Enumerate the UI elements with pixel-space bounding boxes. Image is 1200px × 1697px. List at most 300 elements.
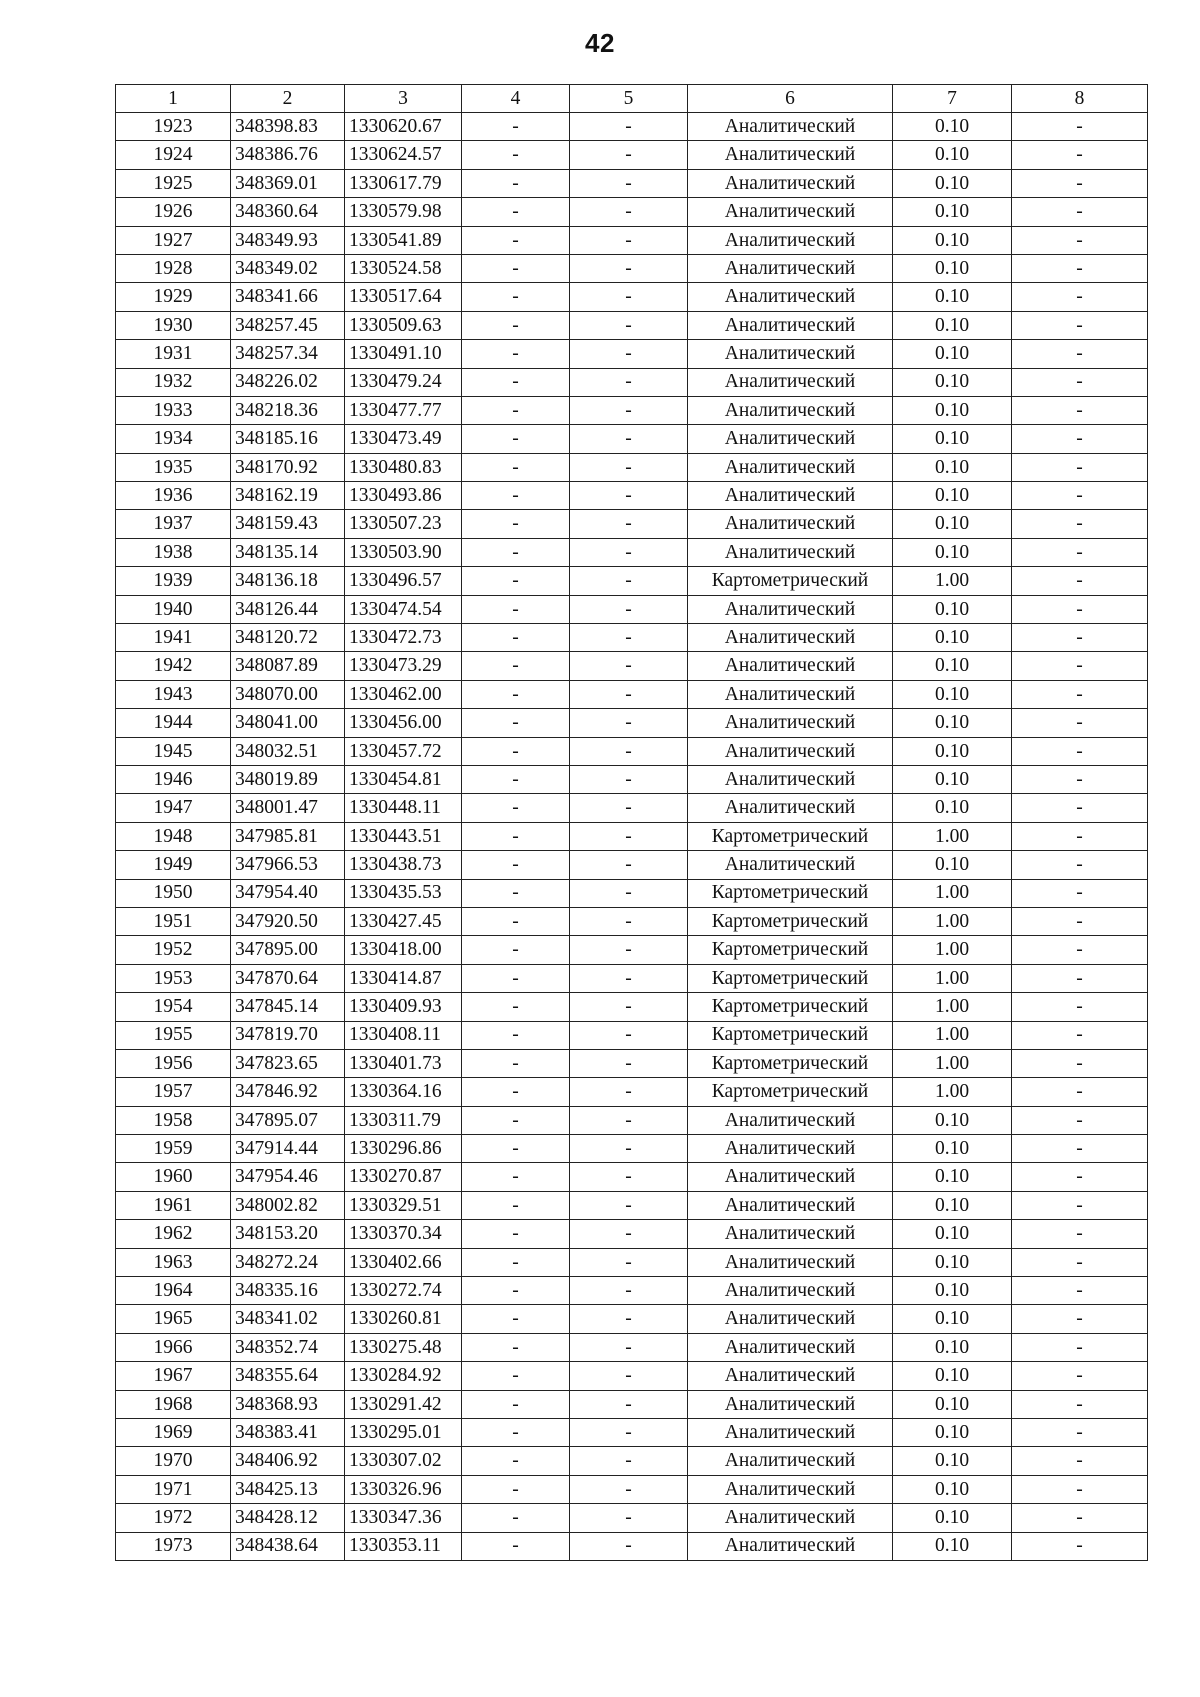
- table-row: [116, 1248, 1148, 1276]
- method-cell: Аналитический: [688, 1277, 893, 1305]
- column-4-cell: -: [462, 482, 570, 510]
- accuracy-cell: 0.10: [893, 141, 1012, 169]
- column-8-cell: -: [1012, 1163, 1148, 1191]
- x-coordinate-cell: 348352.74: [231, 1333, 345, 1361]
- column-5-cell: -: [570, 425, 688, 453]
- point-number-cell: 1938: [116, 538, 231, 566]
- x-coordinate-cell: 348355.64: [231, 1362, 345, 1390]
- column-4-cell: -: [462, 1163, 570, 1191]
- point-number-cell: 1972: [116, 1504, 231, 1532]
- accuracy-cell: 1.00: [893, 993, 1012, 1021]
- header-cell-5: 5: [570, 85, 688, 113]
- accuracy-cell: 0.10: [893, 737, 1012, 765]
- method-cell: Аналитический: [688, 1220, 893, 1248]
- method-cell: Аналитический: [688, 737, 893, 765]
- column-5-cell: -: [570, 482, 688, 510]
- point-number-cell: 1973: [116, 1532, 231, 1560]
- column-8-cell: -: [1012, 368, 1148, 396]
- point-number-cell: 1937: [116, 510, 231, 538]
- y-coordinate-cell: 1330443.51: [345, 822, 462, 850]
- y-coordinate-cell: 1330295.01: [345, 1418, 462, 1446]
- x-coordinate-cell: 347846.92: [231, 1078, 345, 1106]
- y-coordinate-cell: 1330272.74: [345, 1277, 462, 1305]
- accuracy-cell: 0.10: [893, 254, 1012, 282]
- point-number-cell: 1956: [116, 1049, 231, 1077]
- method-cell: Аналитический: [688, 198, 893, 226]
- table-row: [116, 368, 1148, 396]
- column-8-cell: -: [1012, 510, 1148, 538]
- column-5-cell: -: [570, 1333, 688, 1361]
- table-row: [116, 1333, 1148, 1361]
- method-cell: Картометрический: [688, 993, 893, 1021]
- point-number-cell: 1926: [116, 198, 231, 226]
- point-number-cell: 1952: [116, 936, 231, 964]
- column-8-cell: -: [1012, 1390, 1148, 1418]
- y-coordinate-cell: 1330480.83: [345, 453, 462, 481]
- x-coordinate-cell: 347823.65: [231, 1049, 345, 1077]
- x-coordinate-cell: 348087.89: [231, 652, 345, 680]
- y-coordinate-cell: 1330353.11: [345, 1532, 462, 1560]
- column-4-cell: -: [462, 538, 570, 566]
- accuracy-cell: 0.10: [893, 226, 1012, 254]
- table-row: [116, 1362, 1148, 1390]
- x-coordinate-cell: 348120.72: [231, 624, 345, 652]
- point-number-cell: 1958: [116, 1106, 231, 1134]
- accuracy-cell: 0.10: [893, 1277, 1012, 1305]
- accuracy-cell: 1.00: [893, 567, 1012, 595]
- method-cell: Аналитический: [688, 538, 893, 566]
- table-row: [116, 936, 1148, 964]
- column-4-cell: -: [462, 936, 570, 964]
- column-8-cell: -: [1012, 765, 1148, 793]
- table-row: [116, 624, 1148, 652]
- point-number-cell: 1971: [116, 1475, 231, 1503]
- header-cell-8: 8: [1012, 85, 1148, 113]
- column-8-cell: -: [1012, 1447, 1148, 1475]
- column-5-cell: -: [570, 1021, 688, 1049]
- column-4-cell: -: [462, 652, 570, 680]
- accuracy-cell: 0.10: [893, 1191, 1012, 1219]
- column-4-cell: -: [462, 907, 570, 935]
- column-8-cell: -: [1012, 1220, 1148, 1248]
- column-4-cell: -: [462, 1248, 570, 1276]
- x-coordinate-cell: 347870.64: [231, 964, 345, 992]
- column-4-cell: -: [462, 396, 570, 424]
- table-header: [116, 85, 1148, 113]
- point-number-cell: 1923: [116, 113, 231, 141]
- table-row: [116, 851, 1148, 879]
- table-row: [116, 538, 1148, 566]
- column-4-cell: -: [462, 822, 570, 850]
- column-5-cell: -: [570, 254, 688, 282]
- column-5-cell: -: [570, 1135, 688, 1163]
- point-number-cell: 1943: [116, 680, 231, 708]
- x-coordinate-cell: 348226.02: [231, 368, 345, 396]
- column-8-cell: -: [1012, 1106, 1148, 1134]
- column-5-cell: -: [570, 652, 688, 680]
- table-row: [116, 1504, 1148, 1532]
- column-8-cell: -: [1012, 680, 1148, 708]
- x-coordinate-cell: 348428.12: [231, 1504, 345, 1532]
- table-row: [116, 794, 1148, 822]
- y-coordinate-cell: 1330472.73: [345, 624, 462, 652]
- table-row: [116, 765, 1148, 793]
- column-4-cell: -: [462, 765, 570, 793]
- point-number-cell: 1963: [116, 1248, 231, 1276]
- point-number-cell: 1942: [116, 652, 231, 680]
- column-4-cell: -: [462, 1049, 570, 1077]
- table-row: [116, 453, 1148, 481]
- method-cell: Аналитический: [688, 1390, 893, 1418]
- table-row: [116, 1106, 1148, 1134]
- column-8-cell: -: [1012, 822, 1148, 850]
- column-8-cell: -: [1012, 1135, 1148, 1163]
- column-4-cell: -: [462, 1333, 570, 1361]
- y-coordinate-cell: 1330402.66: [345, 1248, 462, 1276]
- column-4-cell: -: [462, 1362, 570, 1390]
- column-4-cell: -: [462, 283, 570, 311]
- column-5-cell: -: [570, 794, 688, 822]
- column-4-cell: -: [462, 993, 570, 1021]
- column-5-cell: -: [570, 567, 688, 595]
- x-coordinate-cell: 348170.92: [231, 453, 345, 481]
- column-8-cell: -: [1012, 737, 1148, 765]
- method-cell: Картометрический: [688, 1078, 893, 1106]
- column-4-cell: -: [462, 851, 570, 879]
- column-5-cell: -: [570, 1078, 688, 1106]
- x-coordinate-cell: 348001.47: [231, 794, 345, 822]
- column-8-cell: -: [1012, 1078, 1148, 1106]
- y-coordinate-cell: 1330260.81: [345, 1305, 462, 1333]
- accuracy-cell: 0.10: [893, 1220, 1012, 1248]
- column-8-cell: -: [1012, 283, 1148, 311]
- method-cell: Картометрический: [688, 567, 893, 595]
- column-5-cell: -: [570, 851, 688, 879]
- column-8-cell: -: [1012, 1532, 1148, 1560]
- accuracy-cell: 0.10: [893, 709, 1012, 737]
- column-5-cell: -: [570, 453, 688, 481]
- point-number-cell: 1960: [116, 1163, 231, 1191]
- method-cell: Аналитический: [688, 1447, 893, 1475]
- column-4-cell: -: [462, 226, 570, 254]
- column-4-cell: -: [462, 340, 570, 368]
- x-coordinate-cell: 348218.36: [231, 396, 345, 424]
- method-cell: Аналитический: [688, 340, 893, 368]
- method-cell: Аналитический: [688, 624, 893, 652]
- column-4-cell: -: [462, 254, 570, 282]
- point-number-cell: 1965: [116, 1305, 231, 1333]
- column-8-cell: -: [1012, 851, 1148, 879]
- accuracy-cell: 0.10: [893, 340, 1012, 368]
- column-8-cell: -: [1012, 340, 1148, 368]
- accuracy-cell: 0.10: [893, 482, 1012, 510]
- table-row: [116, 964, 1148, 992]
- column-4-cell: -: [462, 1475, 570, 1503]
- column-4-cell: -: [462, 624, 570, 652]
- point-number-cell: 1961: [116, 1191, 231, 1219]
- accuracy-cell: 0.10: [893, 1532, 1012, 1560]
- table-row: [116, 198, 1148, 226]
- table-row: [116, 1135, 1148, 1163]
- point-number-cell: 1939: [116, 567, 231, 595]
- table-row: [116, 425, 1148, 453]
- column-5-cell: -: [570, 709, 688, 737]
- y-coordinate-cell: 1330624.57: [345, 141, 462, 169]
- y-coordinate-cell: 1330448.11: [345, 794, 462, 822]
- column-8-cell: -: [1012, 794, 1148, 822]
- table-row: [116, 482, 1148, 510]
- table-row: [116, 595, 1148, 623]
- method-cell: Аналитический: [688, 794, 893, 822]
- x-coordinate-cell: 348002.82: [231, 1191, 345, 1219]
- column-5-cell: -: [570, 907, 688, 935]
- point-number-cell: 1936: [116, 482, 231, 510]
- column-5-cell: -: [570, 1305, 688, 1333]
- column-4-cell: -: [462, 198, 570, 226]
- column-4-cell: -: [462, 709, 570, 737]
- accuracy-cell: 0.10: [893, 1248, 1012, 1276]
- x-coordinate-cell: 348360.64: [231, 198, 345, 226]
- column-5-cell: -: [570, 141, 688, 169]
- x-coordinate-cell: 348398.83: [231, 113, 345, 141]
- method-cell: Аналитический: [688, 226, 893, 254]
- table-row: [116, 226, 1148, 254]
- accuracy-cell: 0.10: [893, 1106, 1012, 1134]
- column-8-cell: -: [1012, 538, 1148, 566]
- method-cell: Аналитический: [688, 765, 893, 793]
- column-5-cell: -: [570, 368, 688, 396]
- table-row: [116, 311, 1148, 339]
- column-8-cell: -: [1012, 425, 1148, 453]
- x-coordinate-cell: 348349.93: [231, 226, 345, 254]
- column-5-cell: -: [570, 1362, 688, 1390]
- y-coordinate-cell: 1330307.02: [345, 1447, 462, 1475]
- column-5-cell: -: [570, 1220, 688, 1248]
- x-coordinate-cell: 347954.46: [231, 1163, 345, 1191]
- accuracy-cell: 0.10: [893, 1390, 1012, 1418]
- point-number-cell: 1959: [116, 1135, 231, 1163]
- point-number-cell: 1928: [116, 254, 231, 282]
- y-coordinate-cell: 1330496.57: [345, 567, 462, 595]
- column-5-cell: -: [570, 879, 688, 907]
- table-row: [116, 169, 1148, 197]
- column-4-cell: -: [462, 425, 570, 453]
- method-cell: Картометрический: [688, 879, 893, 907]
- column-5-cell: -: [570, 396, 688, 424]
- method-cell: Картометрический: [688, 964, 893, 992]
- table-row: [116, 1191, 1148, 1219]
- column-5-cell: -: [570, 226, 688, 254]
- method-cell: Аналитический: [688, 1475, 893, 1503]
- column-4-cell: -: [462, 311, 570, 339]
- table-row: [116, 652, 1148, 680]
- method-cell: Аналитический: [688, 396, 893, 424]
- x-coordinate-cell: 348136.18: [231, 567, 345, 595]
- column-4-cell: -: [462, 567, 570, 595]
- point-number-cell: 1940: [116, 595, 231, 623]
- accuracy-cell: 1.00: [893, 1021, 1012, 1049]
- accuracy-cell: 0.10: [893, 1163, 1012, 1191]
- accuracy-cell: 1.00: [893, 936, 1012, 964]
- method-cell: Аналитический: [688, 113, 893, 141]
- table-row: [116, 879, 1148, 907]
- x-coordinate-cell: 348386.76: [231, 141, 345, 169]
- y-coordinate-cell: 1330454.81: [345, 765, 462, 793]
- accuracy-cell: 0.10: [893, 1475, 1012, 1503]
- column-8-cell: -: [1012, 1277, 1148, 1305]
- y-coordinate-cell: 1330275.48: [345, 1333, 462, 1361]
- point-number-cell: 1954: [116, 993, 231, 1021]
- x-coordinate-cell: 347920.50: [231, 907, 345, 935]
- point-number-cell: 1951: [116, 907, 231, 935]
- point-number-cell: 1929: [116, 283, 231, 311]
- column-5-cell: -: [570, 1475, 688, 1503]
- y-coordinate-cell: 1330291.42: [345, 1390, 462, 1418]
- x-coordinate-cell: 348368.93: [231, 1390, 345, 1418]
- point-number-cell: 1934: [116, 425, 231, 453]
- table-row: [116, 1078, 1148, 1106]
- column-8-cell: -: [1012, 936, 1148, 964]
- method-cell: Аналитический: [688, 510, 893, 538]
- table-row: [116, 1475, 1148, 1503]
- column-5-cell: -: [570, 1248, 688, 1276]
- column-5-cell: -: [570, 169, 688, 197]
- point-number-cell: 1925: [116, 169, 231, 197]
- column-8-cell: -: [1012, 709, 1148, 737]
- y-coordinate-cell: 1330401.73: [345, 1049, 462, 1077]
- column-8-cell: -: [1012, 198, 1148, 226]
- accuracy-cell: 0.10: [893, 1305, 1012, 1333]
- x-coordinate-cell: 348257.34: [231, 340, 345, 368]
- x-coordinate-cell: 348126.44: [231, 595, 345, 623]
- column-8-cell: -: [1012, 482, 1148, 510]
- method-cell: Аналитический: [688, 311, 893, 339]
- column-4-cell: -: [462, 1504, 570, 1532]
- column-4-cell: -: [462, 1135, 570, 1163]
- column-4-cell: -: [462, 879, 570, 907]
- y-coordinate-cell: 1330414.87: [345, 964, 462, 992]
- method-cell: Картометрический: [688, 822, 893, 850]
- page-number: 42: [585, 28, 615, 58]
- table-row: [116, 1532, 1148, 1560]
- accuracy-cell: 0.10: [893, 765, 1012, 793]
- table-row: [116, 510, 1148, 538]
- accuracy-cell: 0.10: [893, 169, 1012, 197]
- column-5-cell: -: [570, 1390, 688, 1418]
- y-coordinate-cell: 1330462.00: [345, 680, 462, 708]
- accuracy-cell: 0.10: [893, 595, 1012, 623]
- header-cell-7: 7: [893, 85, 1012, 113]
- column-5-cell: -: [570, 510, 688, 538]
- table-row: [116, 1418, 1148, 1446]
- column-8-cell: -: [1012, 396, 1148, 424]
- accuracy-cell: 0.10: [893, 113, 1012, 141]
- accuracy-cell: 0.10: [893, 1504, 1012, 1532]
- y-coordinate-cell: 1330474.54: [345, 595, 462, 623]
- x-coordinate-cell: 348041.00: [231, 709, 345, 737]
- accuracy-cell: 0.10: [893, 680, 1012, 708]
- column-5-cell: -: [570, 1191, 688, 1219]
- point-number-cell: 1932: [116, 368, 231, 396]
- accuracy-cell: 0.10: [893, 510, 1012, 538]
- table-row: [116, 680, 1148, 708]
- column-8-cell: -: [1012, 169, 1148, 197]
- column-5-cell: -: [570, 1163, 688, 1191]
- column-4-cell: -: [462, 1106, 570, 1134]
- y-coordinate-cell: 1330477.77: [345, 396, 462, 424]
- method-cell: Аналитический: [688, 851, 893, 879]
- x-coordinate-cell: 348032.51: [231, 737, 345, 765]
- x-coordinate-cell: 347895.00: [231, 936, 345, 964]
- point-number-cell: 1931: [116, 340, 231, 368]
- column-5-cell: -: [570, 1049, 688, 1077]
- y-coordinate-cell: 1330524.58: [345, 254, 462, 282]
- point-number-cell: 1933: [116, 396, 231, 424]
- y-coordinate-cell: 1330409.93: [345, 993, 462, 1021]
- y-coordinate-cell: 1330541.89: [345, 226, 462, 254]
- column-5-cell: -: [570, 680, 688, 708]
- table-row: [116, 1305, 1148, 1333]
- y-coordinate-cell: 1330370.34: [345, 1220, 462, 1248]
- x-coordinate-cell: 348257.45: [231, 311, 345, 339]
- column-4-cell: -: [462, 680, 570, 708]
- column-5-cell: -: [570, 737, 688, 765]
- y-coordinate-cell: 1330457.72: [345, 737, 462, 765]
- column-4-cell: -: [462, 1220, 570, 1248]
- column-8-cell: -: [1012, 226, 1148, 254]
- column-4-cell: -: [462, 595, 570, 623]
- column-8-cell: -: [1012, 652, 1148, 680]
- method-cell: Аналитический: [688, 1305, 893, 1333]
- x-coordinate-cell: 348341.02: [231, 1305, 345, 1333]
- column-4-cell: -: [462, 510, 570, 538]
- column-4-cell: -: [462, 1191, 570, 1219]
- accuracy-cell: 0.10: [893, 1362, 1012, 1390]
- y-coordinate-cell: 1330491.10: [345, 340, 462, 368]
- accuracy-cell: 0.10: [893, 1135, 1012, 1163]
- column-8-cell: -: [1012, 1191, 1148, 1219]
- method-cell: Аналитический: [688, 1248, 893, 1276]
- table-row: [116, 709, 1148, 737]
- point-number-cell: 1949: [116, 851, 231, 879]
- point-number-cell: 1945: [116, 737, 231, 765]
- table-row: [116, 283, 1148, 311]
- column-8-cell: -: [1012, 1021, 1148, 1049]
- x-coordinate-cell: 348335.16: [231, 1277, 345, 1305]
- column-4-cell: -: [462, 453, 570, 481]
- table-row: [116, 141, 1148, 169]
- x-coordinate-cell: 347985.81: [231, 822, 345, 850]
- column-5-cell: -: [570, 624, 688, 652]
- accuracy-cell: 1.00: [893, 822, 1012, 850]
- coordinates-table: [115, 84, 1148, 1561]
- column-5-cell: -: [570, 1277, 688, 1305]
- x-coordinate-cell: 348383.41: [231, 1418, 345, 1446]
- column-8-cell: -: [1012, 141, 1148, 169]
- method-cell: Аналитический: [688, 1362, 893, 1390]
- x-coordinate-cell: 347819.70: [231, 1021, 345, 1049]
- y-coordinate-cell: 1330509.63: [345, 311, 462, 339]
- y-coordinate-cell: 1330456.00: [345, 709, 462, 737]
- method-cell: Аналитический: [688, 283, 893, 311]
- y-coordinate-cell: 1330479.24: [345, 368, 462, 396]
- column-8-cell: -: [1012, 1248, 1148, 1276]
- column-5-cell: -: [570, 936, 688, 964]
- table-row: [116, 113, 1148, 141]
- x-coordinate-cell: 348349.02: [231, 254, 345, 282]
- method-cell: Картометрический: [688, 907, 893, 935]
- y-coordinate-cell: 1330438.73: [345, 851, 462, 879]
